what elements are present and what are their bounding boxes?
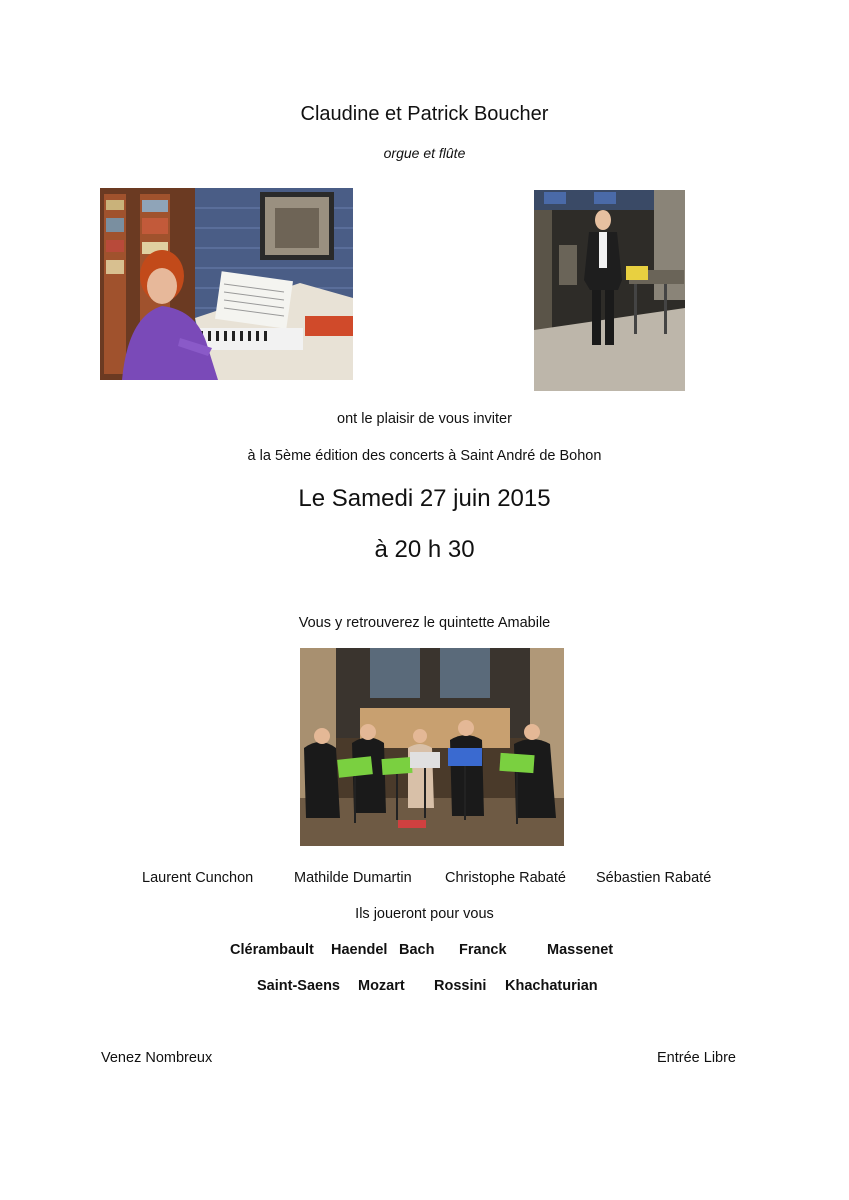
organist-photo xyxy=(100,188,353,380)
composer-name: Rossini xyxy=(434,978,487,994)
program-intro: Ils joueront pour vous xyxy=(355,906,494,922)
concert-date: Le Samedi 27 juin 2015 xyxy=(298,485,551,512)
invitation-line: ont le plaisir de vous inviter xyxy=(337,411,512,427)
composer-name: Massenet xyxy=(547,942,614,958)
musician-name: Christophe Rabaté xyxy=(445,870,566,886)
quintet-intro: Vous y retrouverez le quintette Amabile xyxy=(298,615,551,631)
edition-line: à la 5ème édition des concerts à Saint André de Bohon xyxy=(247,448,602,464)
flutist-photo xyxy=(534,190,685,391)
composer-name: Khachaturian xyxy=(505,978,598,994)
composer-name: Franck xyxy=(459,942,507,958)
composer-name: Saint-Saens xyxy=(257,978,340,994)
concert-time: à 20 h 30 xyxy=(374,536,475,563)
quintet-photo xyxy=(300,648,564,846)
musician-name: Laurent Cunchon xyxy=(142,870,254,886)
composer-name: Haendel xyxy=(331,942,388,958)
footer-left: Venez Nombreux xyxy=(101,1050,213,1066)
composer-name: Bach xyxy=(399,942,435,958)
composer-name: Clérambault xyxy=(230,942,314,958)
musician-name: Mathilde Dumartin xyxy=(294,870,412,886)
page-title: Claudine et Patrick Boucher xyxy=(300,103,549,125)
footer-right: Entrée Libre xyxy=(657,1050,736,1066)
musician-name: Sébastien Rabaté xyxy=(596,870,712,886)
composer-name: Mozart xyxy=(358,978,405,994)
page-subtitle: orgue et flûte xyxy=(383,145,466,161)
